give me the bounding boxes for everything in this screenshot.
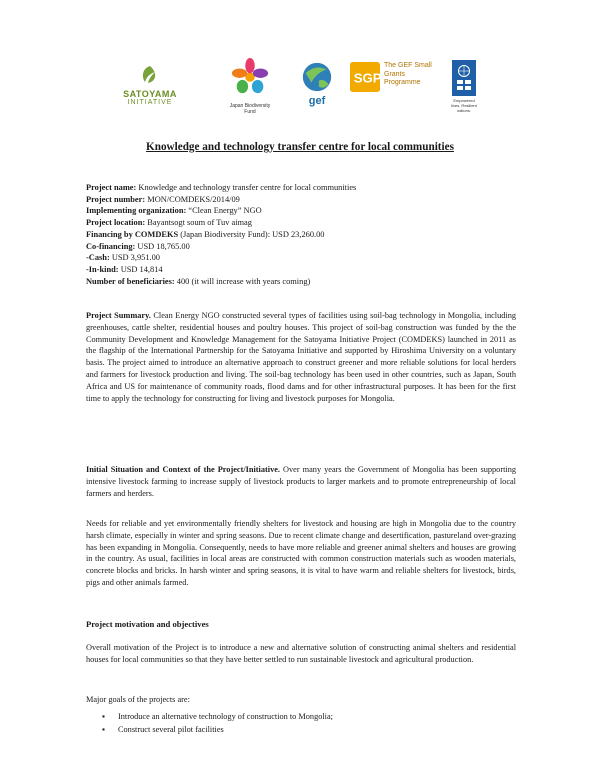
meta-row-location [86, 217, 526, 229]
meta-value: USD 18,765.00 [135, 241, 190, 251]
jbf-flower-icon [231, 58, 269, 96]
sgp-emblem-icon [350, 62, 380, 92]
goal-item: ▪ Construct several pilot facilities [102, 723, 333, 736]
meta-label: Project name: [86, 183, 137, 192]
logo-strip [100, 58, 500, 114]
needs-paragraph: Needs for reliable and yet environmentally friendly shelters for livestock and housing are high in Mongolia due to the country harsh climate, especially in winter and spring seasons. Due to recent climate change and desertification, pastureland over-grazing has been expanding in Mongolia. Consequently, needs to have more reliable and greener animal shelters and houses are growing in the country. As usual, facilities in local areas are constructed with common construction materials such as wooden materials, concrete blocks and bricks. In harsh winter and spring seasons, it is vital to have warm and reliable shelters for livestock, birds, pigs and other animals farmed. [86, 519, 516, 587]
meta-label: Project location: [86, 218, 146, 228]
gef-wordmark: gef [308, 95, 326, 107]
project-metadata [86, 182, 526, 287]
satoyama-leaf-icon [138, 64, 162, 84]
document-title: Knowledge and technology transfer centre for local communities [146, 141, 454, 153]
meta-value: 400 (it will increase with years coming) [174, 276, 311, 286]
goals-intro: Major goals of the projects are: [86, 695, 190, 704]
jbf-caption: Japan Biodiversity Fund [229, 103, 271, 115]
motivation-paragraph: Overall motivation of the Project is to introduce a new and alternative solution of constructing animal shelters and residential houses for local communities so that they have better settled to run sustainable livestock and agricultural production. [86, 643, 516, 664]
meta-value: USD 3,951.00 [109, 253, 160, 263]
meta-value: Knowledge and technology transfer centre for local communities [136, 183, 357, 192]
meta-label: -Cash: [86, 253, 110, 263]
goal-item: ▪ Introduce an alternative technology of construction to Mongolia; [102, 710, 333, 723]
meta-row-project-number [86, 194, 526, 206]
meta-row-beneficiaries [86, 276, 526, 288]
meta-value: USD 14,814 [118, 264, 163, 274]
sgp-logo [350, 62, 442, 97]
satoyama-sub: INITIATIVE [127, 99, 173, 106]
undp-emblem-icon [455, 63, 473, 93]
meta-label: Financing by COMDEKS [86, 229, 179, 239]
project-summary-paragraph [86, 310, 516, 404]
undp-tagline: Empowered lives. Resilient nations. [451, 98, 477, 113]
meta-row-cash [86, 252, 526, 264]
satoyama-name: SATOYAMA [123, 89, 177, 99]
meta-value: (Japan Biodiversity Fund): USD 23,260.00 [178, 229, 325, 239]
goals-list [102, 710, 333, 736]
satoyama-logo [100, 64, 200, 106]
meta-label: Project number: [86, 194, 146, 204]
meta-value: Bayantsogt soum of Tuv aimag [145, 218, 252, 228]
initial-situation-paragraph [86, 464, 516, 499]
meta-value: “Clean Energy” NGO [186, 206, 262, 216]
japan-biodiversity-fund-logo [228, 58, 272, 115]
sgp-wordmark: The GEF Small Grants Programme [384, 62, 432, 86]
summary-text: Clean Energy NGO constructed several types of facilities using soil-bag technology in Mongolia, including greenhouses, cattle shelter, residential houses and poultry houses. This project of soil-bag construction was funded by the the Community Development and Knowledge Management for the Satoyama Initiative Project (COMDEKS) launched in 2011 as the flagship of the International Partnership for the Satoyama Initiative and supported by Hiroshima University on a voluntary basis. The project aimed to introduce an alternative approach to construct greener and more reliable solutions for local herders and farmers for livestock production and living. The soil-bag technology has been used in other countries, such as Japan, South Africa and US for maintenance of community roads, flood dams and for other infrastructural purposes. It has been for the first time to apply the technology for constructing for living and livestock purposes for Mongolia. [86, 311, 517, 403]
meta-label: Number of beneficiaries: [86, 276, 175, 286]
gef-globe-icon [298, 60, 336, 94]
undp-box [452, 60, 476, 96]
summary-heading: Project Summary. [86, 311, 151, 320]
motivation-heading: Project motivation and objectives [86, 619, 209, 629]
context-text: Over many years the Government of Mongolia has been supporting intensive livestock farming to increase supply of livestock products to larger markets and to promote entrepreneurship of local farmers and herders. [86, 465, 516, 498]
undp-logo [450, 60, 478, 113]
meta-row-project-name [86, 182, 526, 194]
meta-row-inkind [86, 264, 526, 276]
svg-text:SGP: SGP [353, 70, 380, 86]
meta-value: MON/COMDEKS/2014/09 [145, 194, 240, 204]
meta-label: Co-financing: [86, 241, 136, 251]
meta-row-implementing-org [86, 205, 526, 217]
meta-label: -In-kind: [86, 264, 119, 274]
meta-row-cofinancing [86, 241, 526, 253]
context-heading: Initial Situation and Context of the Project/Initiative. [86, 465, 280, 474]
meta-label: Implementing organization: [86, 206, 187, 216]
meta-row-financing [86, 229, 526, 241]
gef-logo [295, 60, 339, 107]
